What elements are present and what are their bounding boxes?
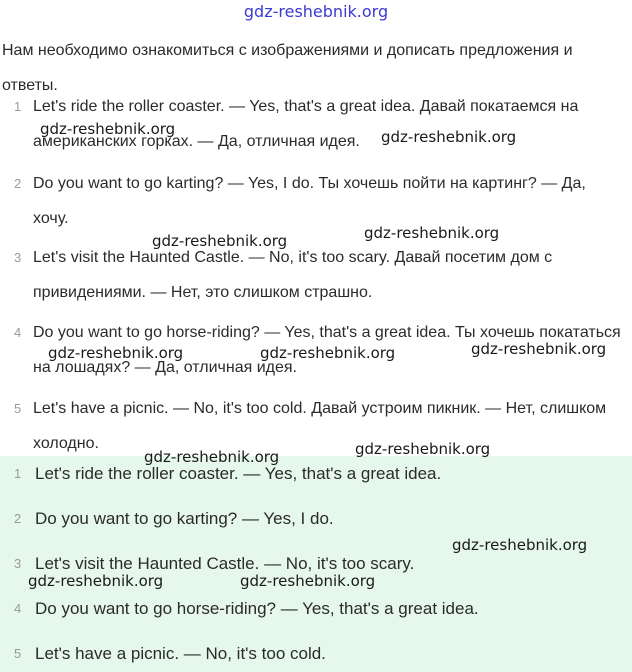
- item-text: Let's ride the roller coaster. — Yes, that's a great idea. Давай покатаемся на американских горках. — Да, отличная идея.: [33, 98, 579, 150]
- header-watermark: gdz-reshebnik.org: [243, 2, 389, 21]
- watermark: gdz-reshebnik.org: [144, 448, 280, 466]
- watermark: gdz-reshebnik.org: [471, 340, 607, 358]
- item-number: 5: [14, 401, 22, 416]
- item-number: 3: [14, 250, 22, 265]
- answer-text: Let's have a picnic. — No, it's too cold.: [35, 644, 326, 663]
- watermark: gdz-reshebnik.org: [240, 572, 376, 590]
- item-number: 2: [14, 176, 22, 191]
- item-text: Let's have a picnic. — No, it's too cold. Давай устроим пикник. — Нет, слишком холодно.: [33, 400, 607, 452]
- item-text: Let's visit the Haunted Castle. — No, it's too scary. Давай посетим дом с привидениями. — Нет, это слишком страшно.: [33, 249, 553, 301]
- watermark: gdz-reshebnik.org: [28, 572, 164, 590]
- watermark: gdz-reshebnik.org: [48, 344, 184, 362]
- watermark: gdz-reshebnik.org: [40, 120, 176, 138]
- item-text: Do you want to go horse-riding? — Yes, that's a great idea. Ты хочешь покататься на лошадях? — Да, отличная идея.: [33, 324, 621, 376]
- watermark: gdz-reshebnik.org: [364, 224, 500, 242]
- answer-item: [0, 595, 632, 625]
- answer-text: Let's ride the roller coaster. — Yes, that's a great idea.: [35, 464, 442, 483]
- answer-number: 1: [14, 466, 22, 481]
- answer-number: 5: [14, 646, 22, 661]
- answer-number: 3: [14, 556, 22, 571]
- answer-text: Do you want to go horse-riding? — Yes, that's a great idea.: [35, 599, 479, 618]
- watermark: gdz-reshebnik.org: [452, 536, 588, 554]
- watermark: gdz-reshebnik.org: [152, 232, 288, 250]
- answer-item: [0, 640, 632, 670]
- answer-number: 2: [14, 511, 22, 526]
- item-number: 1: [14, 99, 22, 114]
- answer-number: 4: [14, 601, 22, 616]
- answer-text: Let's visit the Haunted Castle. — No, it's too scary.: [35, 554, 415, 573]
- intro-text: Нам необходимо ознакомиться с изображениями и дописать предложения и ответы.: [2, 42, 573, 94]
- watermark: gdz-reshebnik.org: [381, 128, 517, 146]
- answer-item: [0, 460, 632, 490]
- watermark: gdz-reshebnik.org: [355, 440, 491, 458]
- watermark: gdz-reshebnik.org: [260, 344, 396, 362]
- answer-item: [0, 505, 632, 535]
- item-number: 4: [14, 325, 22, 340]
- answers-panel: [0, 456, 632, 672]
- answer-text: Do you want to go karting? — Yes, I do.: [35, 509, 334, 528]
- item-text: Do you want to go karting? — Yes, I do. Ты хочешь пойти на картинг? — Да, хочу.: [33, 175, 586, 227]
